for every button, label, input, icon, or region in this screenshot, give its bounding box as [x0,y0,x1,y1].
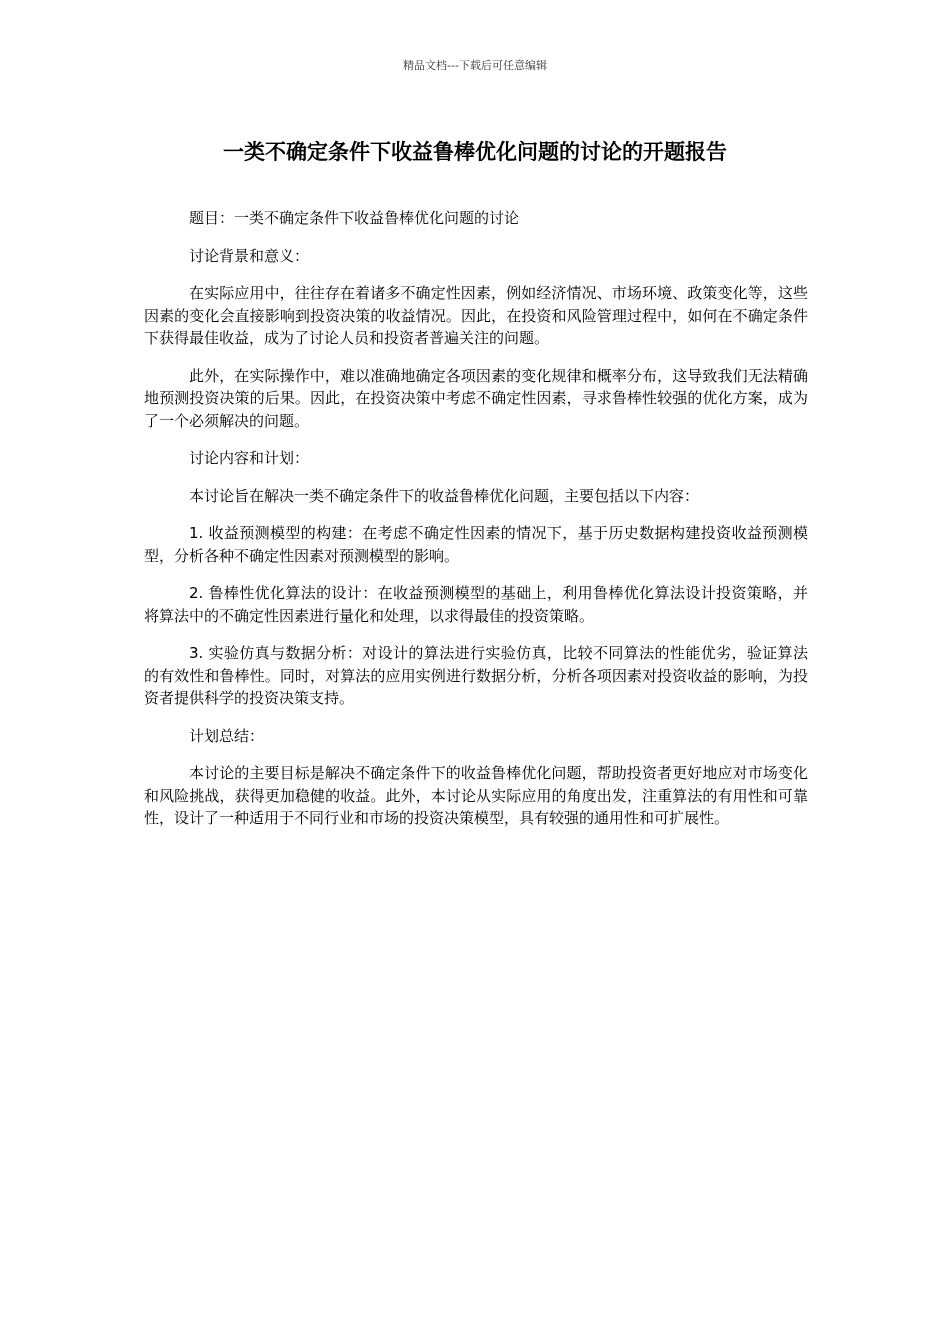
heading-summary: 计划总结： [189,726,265,745]
list-item-3: 3. 实验仿真与数据分析：对设计的算法进行实验仿真，比较不同算法的性能优劣，验证算法的有效性和鲁棒性。同时，对算法的应用实例进行数据分析，分析各项因素对投资收益的影响，为投资者提供科学的投资决策支持。 [144,644,808,707]
document-title: 一类不确定条件下收益鲁棒优化问题的讨论的开题报告 [223,140,727,164]
paragraph-background-1: 在实际应用中，往往存在着诸多不确定性因素，例如经济情况、市场环境、政策变化等，这些因素的变化会直接影响到投资决策的收益情况。因此，在投资和风险管理过程中，如何在不确定条件下获得最佳收益，成为了讨论人员和投资者普遍关注的问题。 [144,284,808,347]
heading-content-plan: 讨论内容和计划： [189,449,310,467]
paragraph-summary: 本讨论的主要目标是解决不确定条件下的收益鲁棒优化问题，帮助投资者更好地应对市场变化和风险挑战，获得更加稳健的收益。此外，本讨论从实际应用的角度出发，注重算法的有用性和可靠性，设计了一种适用于不同行业和市场的投资决策模型，具有较强的通用性和可扩展性。 [144,764,808,827]
page-header-note: 精品文档---下载后可任意编辑 [403,59,547,72]
list-item-2: 2. 鲁棒性优化算法的设计：在收益预测模型的基础上，利用鲁棒优化算法设计投资策略，并将算法中的不确定性因素进行量化和处理，以求得最佳的投资策略。 [144,584,808,625]
paragraph-background-2: 此外，在实际操作中，难以准确地确定各项因素的变化规律和概率分布，这导致我们无法精确地预测投资决策的后果。因此，在投资决策中考虑不确定性因素，寻求鲁棒性较强的优化方案，成为了一个必须解决的问题。 [144,366,808,430]
heading-background: 讨论背景和意义： [189,246,310,265]
list-item-1: 1. 收益预测模型的构建：在考虑不确定性因素的情况下，基于历史数据构建投资收益预测模型，分析各种不确定性因素对预测模型的影响。 [144,524,808,565]
paragraph-content-intro: 本讨论旨在解决一类不确定条件下的收益鲁棒优化问题，主要包括以下内容： [189,486,700,505]
paragraph-topic: 题目：一类不确定条件下收益鲁棒优化问题的讨论 [189,209,520,227]
document-body [144,207,808,845]
